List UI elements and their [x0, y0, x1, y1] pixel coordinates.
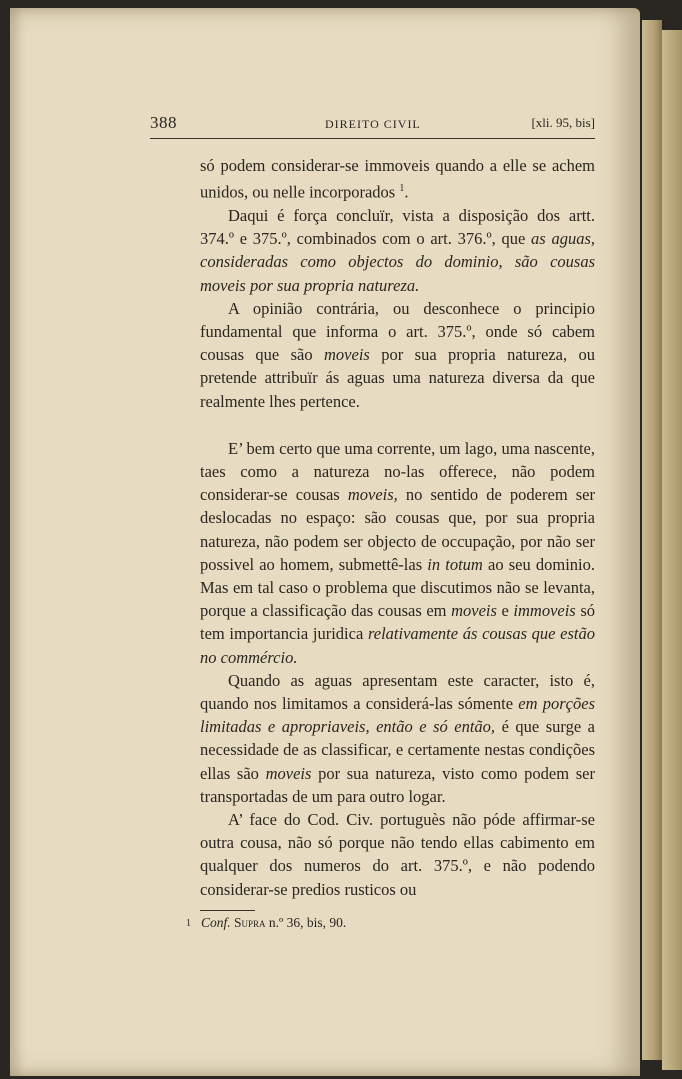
- page-content: [10, 8, 640, 1076]
- paragraph-2: Daqui é força concluïr, vista a disposição dos artt. 374.º e 375.º, combinados com o art. 376.º, que as aguas, consideradas como objectos do dominio, são cousas moveis por sua propria natureza.: [200, 205, 595, 295]
- page-edge: [642, 20, 662, 1060]
- running-title: DIREITO CIVIL: [325, 117, 421, 131]
- footnote-text: n.º 36, bis, 90.: [265, 915, 347, 930]
- paragraph-6: A’ face do Cod. Civ. portuguès não póde affirmar-se outra cousa, não só porque não tendo ellas cabimento em qualquer dos numeros do art. 375.º, e não podendo considerar-se predios rusticos ou: [200, 809, 595, 899]
- section-reference: [xli. 95, bis]: [531, 115, 595, 130]
- body-text: [200, 154, 595, 901]
- footnote: [186, 915, 346, 931]
- footnote-rule: [200, 910, 255, 911]
- footnote-reference: 1: [399, 183, 405, 195]
- footnote-conf: Conf.: [201, 915, 231, 930]
- page-number: 388: [150, 113, 177, 132]
- paragraph-3: A opinião contrária, ou desconhece o principio fundamental que informa o art. 375.º, onde só cabem cousas que são moveis por sua propria natureza, ou pretende attribuïr ás aguas uma natureza diversa da que realmente lhes pertence.: [200, 298, 595, 411]
- book-edge: [662, 30, 682, 1070]
- footnote-mark: 1: [186, 918, 191, 929]
- paragraph-1: só podem considerar-se immoveis quando a elle se achem unidos, ou nelle incorporados $^1$.: [200, 156, 595, 202]
- header-rule: [150, 138, 595, 139]
- footnote-supra: Supra: [234, 915, 266, 930]
- page-header: [150, 113, 595, 137]
- book-page: [10, 8, 640, 1076]
- paragraph-5: Quando as aguas apresentam este caracter, isto é, quando nos limitamos a considerá-las sómente em porções limitadas e apropriaveis, então e só então, é que surge a necessidade de as classificar, e certamente nestas condições ellas são moveis por sua natureza, visto como podem ser transportadas de um para outro logar.: [200, 670, 595, 806]
- paragraph-4: E’ bem certo que uma corrente, um lago, uma nascente, taes como a natureza no-las offerece, não podem considerar-se cousas moveis, no sentido de poderem ser deslocadas no espaço: são cousas que, por sua propria natureza, não podem ser objecto de occupação, por não ser possivel ao homem, submettê-las in totum ao seu dominio. Mas em tal caso o problema que discutimos não se levanta, porque a classificação das cousas em moveis e immoveis só tem importancia juridica relativamente ás cousas que estão no commércio.: [200, 438, 596, 667]
